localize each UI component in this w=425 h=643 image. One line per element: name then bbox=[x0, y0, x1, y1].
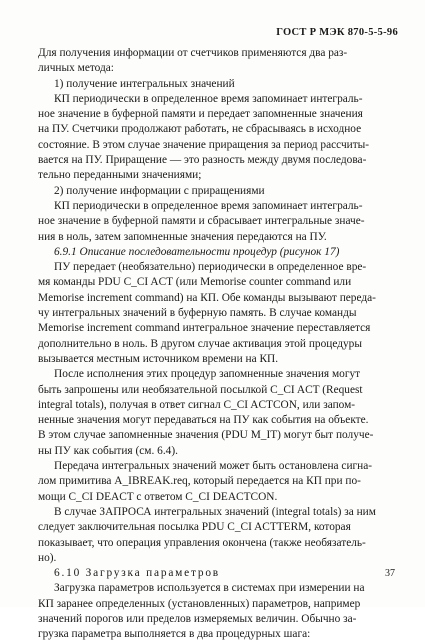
text-line: тельно переданными значениями; bbox=[38, 169, 202, 182]
text-line: чу интегральных значений в буферную память. В случае команды bbox=[38, 307, 357, 320]
text-line: Memorise increment command) на КП. Обе команды вызывают переда- bbox=[38, 291, 376, 304]
standard-header: ГОСТ Р МЭК 870-5-5-96 bbox=[276, 27, 398, 38]
text-line: на ПУ. Счетчики продолжают работать, не сбрасываясь в исходное bbox=[38, 123, 362, 136]
page-number: 37 bbox=[385, 568, 395, 579]
text-line: ны ПУ как события (см. 6.4). bbox=[38, 444, 178, 457]
text-line: грузка параметра выполняется в два процедурных шага: bbox=[38, 628, 311, 641]
text-line: показывает, что операция управления окончена (также необязатель- bbox=[38, 536, 366, 549]
text-line: В случае ЗАПРОСА интегральных значений (integral totals) за ним bbox=[54, 505, 376, 518]
text-line: ное значение в буферной памяти и передает запомненные значения bbox=[38, 108, 363, 121]
text-line: Передача интегральных значений может быть остановлена сигна- bbox=[54, 460, 373, 473]
text-line: мя команды PDU C_CI ACT (или Memorise counter command или bbox=[38, 276, 352, 289]
text-line: личных метода: bbox=[38, 62, 114, 75]
text-line: Загрузка параметров используется в системах при измерении на bbox=[54, 582, 365, 595]
text-line: мощи C_CI DEACT с ответом C_CI DEACTCON. bbox=[38, 490, 278, 503]
text-line: состояние. В этом случае значение приращения за период рассчиты- bbox=[38, 138, 370, 151]
text-line: ПУ передает (необязательно) периодически в определенное вре- bbox=[54, 261, 367, 274]
text-line: вается на ПУ. Приращение — это разность между двумя последова- bbox=[38, 154, 367, 167]
text-line: лом примитива A_IBREAK.req, который передается на КП при по- bbox=[38, 475, 361, 488]
text-line: В этом случае запомненные значения (PDU M_IT) могут быт получе- bbox=[38, 429, 374, 442]
text-line: ния в ноль, затем запомненные значения передаются на ПУ. bbox=[38, 230, 327, 243]
text-line: вызывается местным источником времени на КП. bbox=[38, 352, 279, 365]
body-text bbox=[38, 46, 390, 643]
text-line: Для получения информации от счетчиков применяются два раз- bbox=[38, 47, 348, 59]
text-line: быть запрошены или необязательной посылкой C_CI ACT (Request bbox=[38, 383, 363, 396]
text-line: но). bbox=[38, 551, 57, 564]
text-line: следует заключительная посылка PDU C_CI ACTTERM, которая bbox=[38, 521, 351, 534]
text-line: КП периодически в определенное время запоминает интеграль- bbox=[54, 199, 363, 212]
text-line: дополнительно в ноль. В другом случае активация этой процедуры bbox=[38, 337, 362, 350]
text-line: 1) получение интегральных значений bbox=[54, 77, 235, 90]
text-line: integral totals), получая в ответ сигнал C_CI ACTCON, или запом- bbox=[38, 398, 356, 411]
text-line: ненные значения могут передаваться на ПУ как события на объекте. bbox=[38, 414, 369, 427]
text-line: Memorise increment command интегральное значение переставляется bbox=[38, 322, 371, 335]
text-line: 6.10 Загрузка параметров bbox=[54, 567, 220, 580]
text-line: КП заранее определенных (установленных) параметров, например bbox=[38, 597, 361, 610]
text-line: ное значение в буферной памяти и сбрасывает интегральные значе- bbox=[38, 215, 365, 228]
text-line: значений порогов или пределов измеряемых величин. Обычно за- bbox=[38, 612, 357, 625]
text-line: После исполнения этих процедур запомненные значения могут bbox=[54, 368, 361, 381]
text-line: КП периодически в определенное время запоминает интеграль- bbox=[54, 92, 363, 105]
text-line: 2) получение информации с приращениями bbox=[54, 184, 265, 197]
text-line: 6.9.1 Описание последовательности процедур (рисунок 17) bbox=[54, 245, 340, 258]
